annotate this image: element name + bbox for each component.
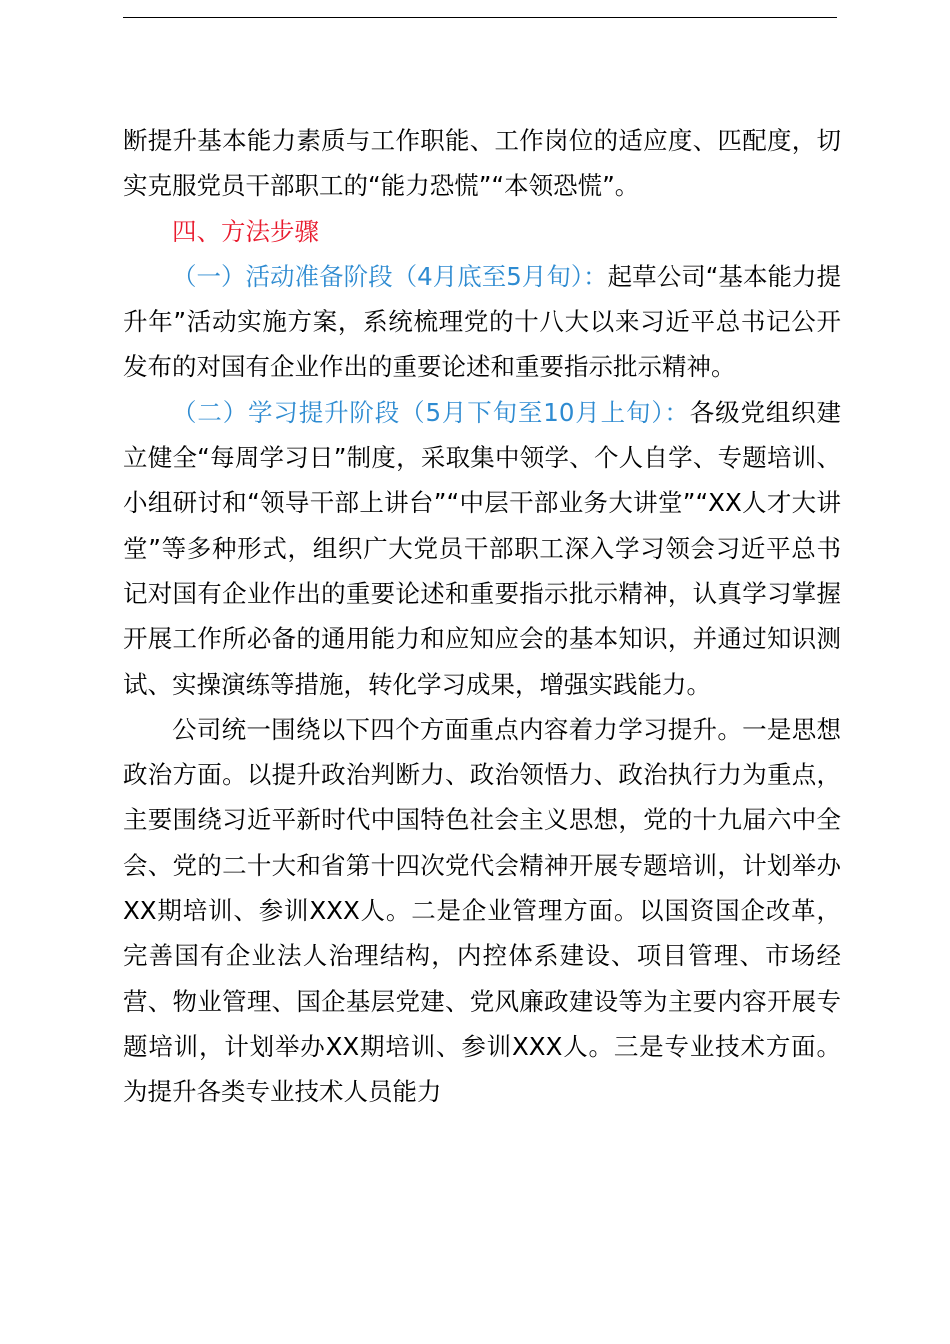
header-rule — [123, 17, 837, 18]
paragraph-four-aspects: 公司统一围绕以下四个方面重点内容着力学习提升。一是思想政治方面。以提升政治判断力、政治领悟力、政治执行力为重点，主要围绕习近平新时代中国特色社会主义思想，党的十九届六中全会、党的二十大和省第十四次党代会精神开展专题培训，计划举办XX期培训、参训XXX人。二是企业管理方面。以国资国企改革，完善国有企业法人治理结构，内控体系建设、项目管理、市场经营、物业管理、国企基层党建、党风廉政建设等为主要内容开展专题培训，计划举办XX期培训、参训XXX人。三是专业技术方面。为提升各类专业技术人员能力 — [123, 714, 841, 1107]
section-heading-methods: 四、方法步骤 — [172, 216, 319, 246]
paragraph-continuation: 断提升基本能力素质与工作职能、工作岗位的适应度、匹配度，切实克服党员干部职工的“能力恐慌”“本领恐慌”。 — [123, 126, 841, 201]
stage-text-learning: 各级党组织建立健全“每周学习日”制度，采取集中领学、个人自学、专题培训、小组研讨和“领导干部上讲台”“中层干部业务大讲堂”“XX人才大讲堂”等多种形式，组织广大党员干部职工深入学习领会习近平总书记对国有企业作出的重要论述和重要指示批示精神，认真学习掌握开展工作所必备的通用能力和应知应会的基本知识，并通过知识测试、实操演练等措施，转化学习成果，增强实践能力。 — [123, 397, 842, 699]
paragraph-stage-learning — [123, 390, 841, 707]
paragraph-stage-preparation — [123, 254, 841, 390]
stage-text-preparation: 起草公司“基本能力提升年”活动实施方案，系统梳理党的十八大以来习近平总书记公开发布的对国有企业作出的重要论述和重要指示批示精神。 — [123, 261, 841, 382]
stage-heading-learning: （二）学习提升阶段（5月下旬至10月上旬）： — [172, 397, 690, 427]
document-body — [123, 118, 841, 1115]
stage-heading-preparation: （一）活动准备阶段（4月底至5月旬）： — [172, 261, 608, 291]
